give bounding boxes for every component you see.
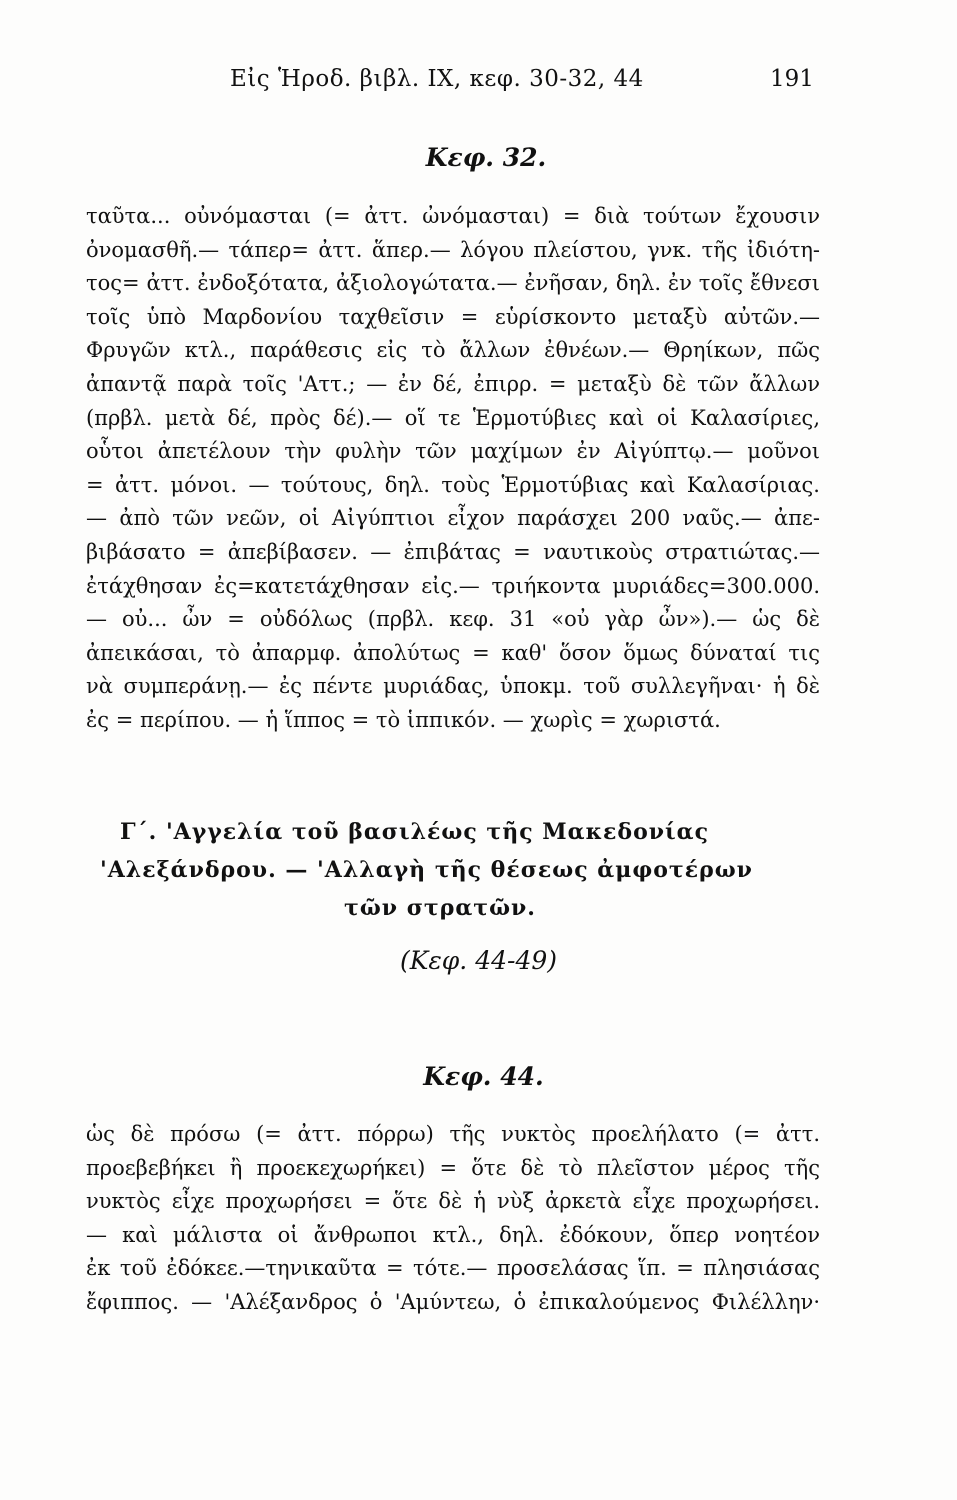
text-line: βιβάσατο = ἀπεβίβασεν. — ἐπιβάτας = ναυτικοὺς στρατιώτας.—	[86, 539, 820, 564]
text-line: ἀπεικάσαι, τὸ ἀπαρμφ. ἀπολύτως = καθ' ὅσον ὅμως δύναταί τις	[86, 640, 820, 665]
text-line: οὗτοι ἀπετέλουν τὴν φυλὴν τῶν μαχίμων ἐν Αἰγύπτῳ.— μοῦνοι	[86, 439, 820, 464]
section-title-line: 'Αλεξάνδρου. — 'Αλλαγὴ τῆς θέσεως ἀμφοτέρων	[100, 857, 753, 883]
text-line: ἐς = περίπου. — ἡ ἵππος = τὸ ἱππικόν. — χωρὶς = χωριστά.	[86, 707, 721, 732]
text-line: νὰ συμπεράνῃ.— ἐς πέντε μυριάδας, ὑποκμ. τοῦ συλλεγῆναι· ἡ δὲ	[86, 674, 820, 699]
text-line: τοῖς ὑπὸ Μαρδονίου ταχθεῖσιν = εὑρίσκοντο μεταξὺ αὐτῶν.—	[86, 304, 820, 329]
page-number: 191	[770, 66, 814, 92]
chapter-44-heading: Κεφ. 44.	[423, 1062, 544, 1091]
chapter-32-heading: Κεφ. 32.	[425, 143, 547, 172]
text-line: προεβεβήκει ἢ προεκεχωρήκει) = ὅτε δὲ τὸ πλεῖστον μέρος τῆς	[86, 1155, 820, 1180]
section-title-line: τῶν στρατῶν.	[344, 895, 536, 921]
running-head: Εἰς Ἡροδ. βιβλ. IX, κεφ. 30-32, 44	[230, 66, 644, 92]
chapter-44-commentary	[86, 1118, 820, 1320]
text-line: — καὶ μάλιστα οἱ ἄνθρωποι κτλ., δηλ. ἐδόκουν, ὅπερ νοητέον	[86, 1222, 820, 1247]
text-line: ταῦτα... οὐνόμασται (= ἀττ. ὠνόμασται) = διὰ τούτων ἔχουσιν	[86, 204, 820, 228]
text-line: τος= ἀττ. ἐνδοξότατα, ἀξιολογώτατα.— ἐνῆσαν, δηλ. ἐν τοῖς ἔθνεσι	[86, 271, 820, 296]
text-line: = ἀττ. μόνοι. — τούτους, δηλ. τοὺς Ἑρμοτύβιας καὶ Καλασίριας.	[86, 472, 820, 497]
section-title-line: Γ΄. 'Αγγελία τοῦ βασιλέως τῆς Μακεδονίας	[120, 819, 710, 845]
text-line: — ἀπὸ τῶν νεῶν, οἱ Αἰγύπτιοι εἶχον παράσχει 200 ναῦς.— ἀπε-	[86, 506, 820, 531]
chapter-32-commentary	[86, 200, 820, 738]
text-line: ὀνομασθῆ.— τάπερ= ἀττ. ἅπερ.— λόγου πλείστου, γνκ. τῆς ἰδιότη-	[86, 237, 820, 262]
text-line: ἀπαντᾷ παρὰ τοῖς 'Αττ.; — ἐν δέ, ἐπιρρ. = μεταξὺ δὲ τῶν ἄλλων	[86, 371, 820, 396]
section-title	[100, 813, 840, 927]
text-line: ἐτάχθησαν ἐς=κατετάχθησαν εἰς.— τριήκοντα μυριάδες=300.000.	[86, 573, 820, 598]
text-line: — οὐ... ὦν = οὐδόλως (πρβλ. κεφ. 31 «οὐ γὰρ ὦν»).— ὡς δὲ	[86, 607, 820, 632]
text-line: ἐκ τοῦ ἐδόκεε.—τηνικαῦτα = τότε.— προσελάσας ἵπ. = πλησιάσας	[86, 1256, 820, 1281]
chapter-range: (Κεφ. 44-49)	[399, 946, 558, 975]
text-line: ὡς δὲ πρόσω (= ἀττ. πόρρω) τῆς νυκτὸς προελήλατο (= ἀττ.	[86, 1122, 820, 1146]
text-line: Φρυγῶν κτλ., παράθεσις εἰς τὸ ἄλλων ἐθνέων.— Θρηίκων, πῶς	[86, 338, 820, 363]
text-line: νυκτὸς εἶχε προχωρήσει = ὅτε δὲ ἡ νὺξ ἀρκετὰ εἶχε προχωρήσει.	[86, 1189, 820, 1214]
text-line: ἔφιππος. — 'Αλέξανδρος ὁ 'Αμύντεω, ὁ ἐπικαλούμενος Φιλέλλην·	[86, 1289, 820, 1314]
text-line: (πρβλ. μετὰ δέ, πρὸς δέ).— οἵ τε Ἑρμοτύβιες καὶ οἱ Καλασίριες,	[86, 405, 820, 430]
